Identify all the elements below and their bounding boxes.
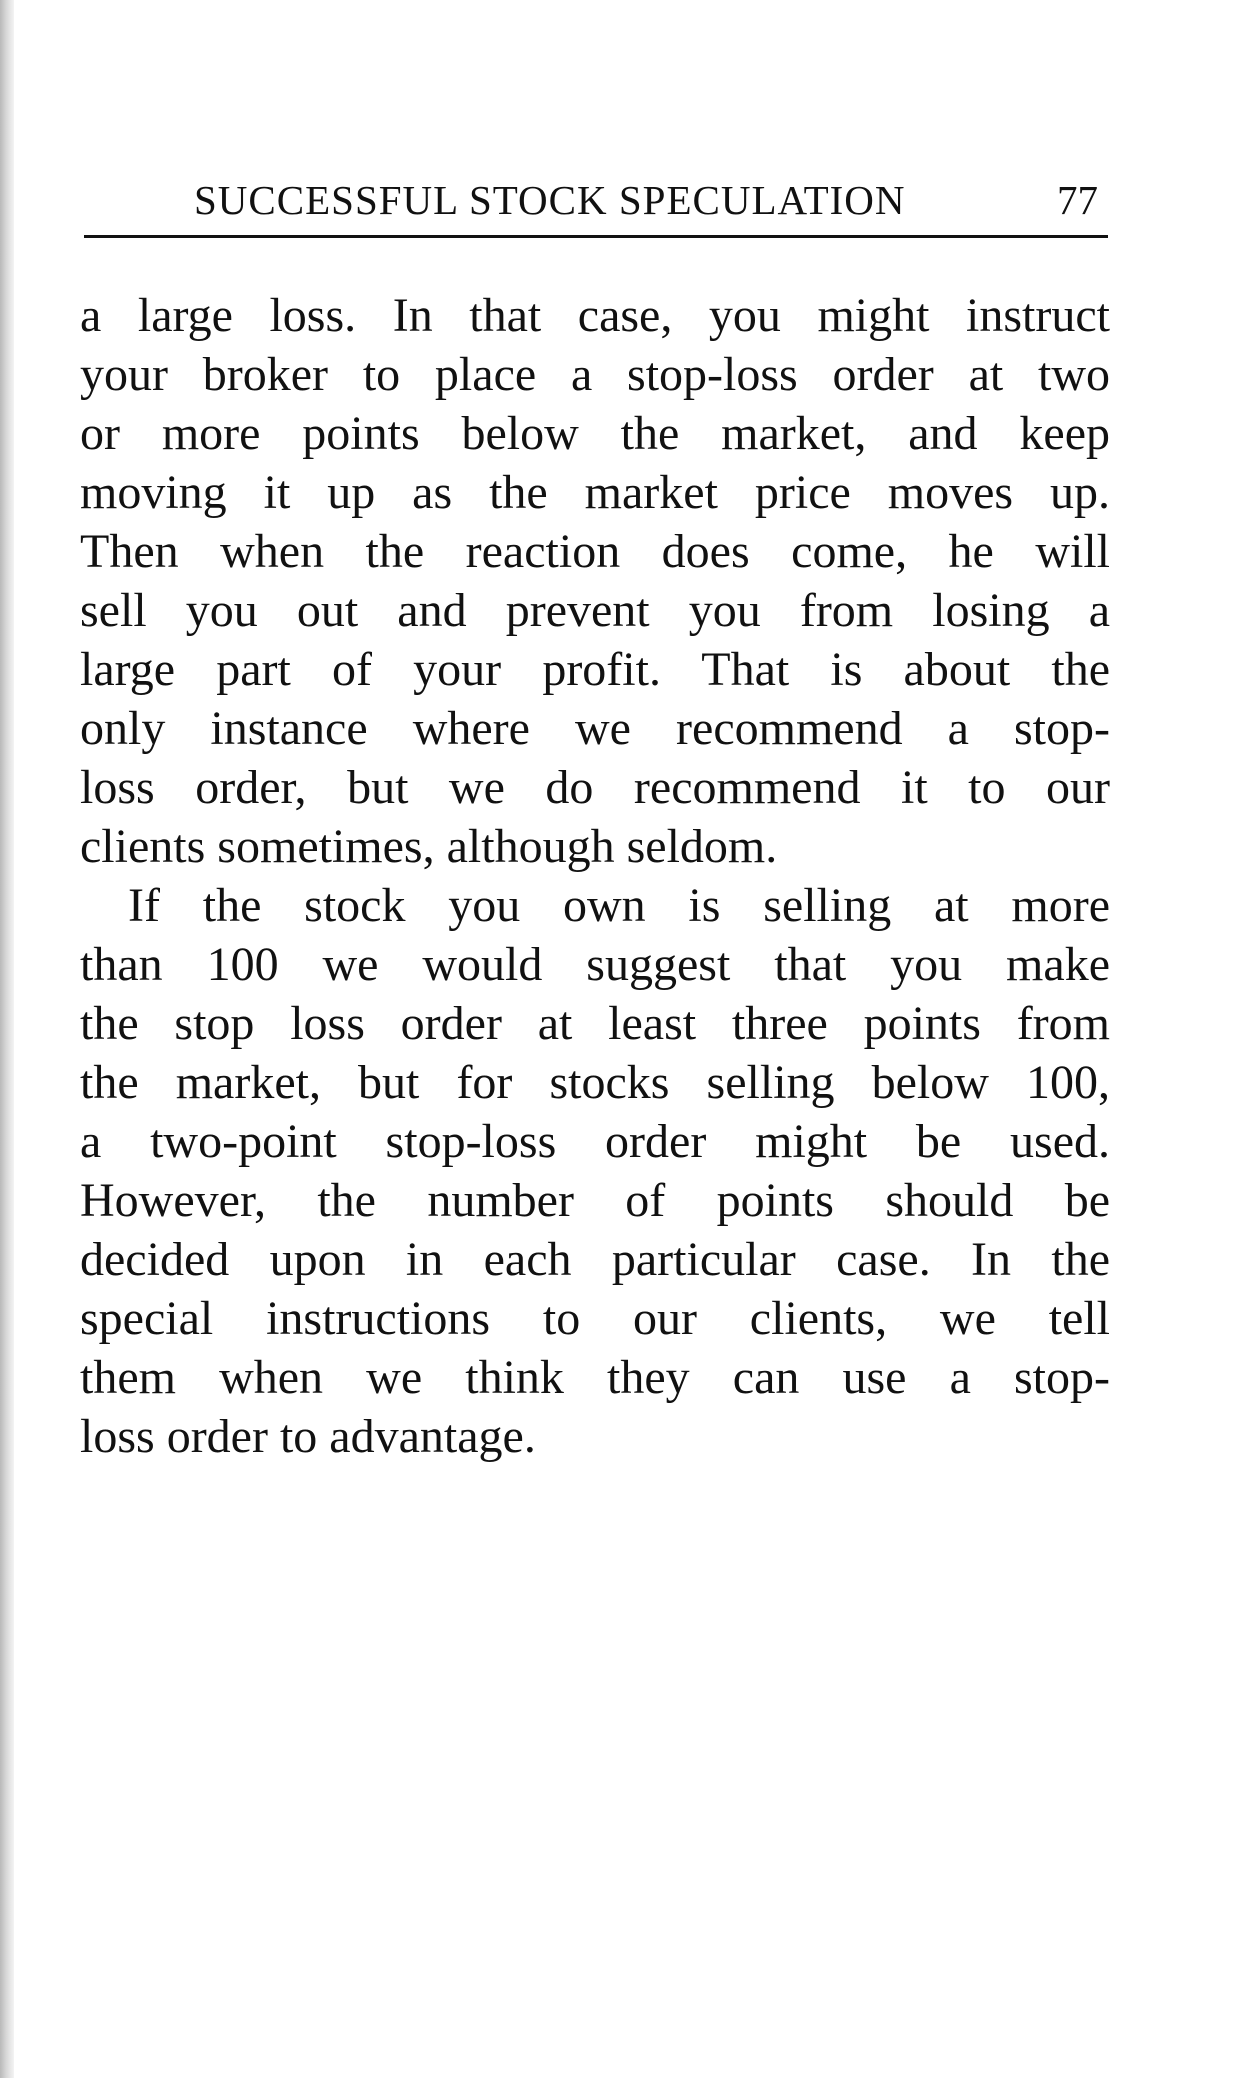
text-line: If the stock you own is selling at more bbox=[128, 879, 1110, 932]
text-line: clients sometimes, although seldom. bbox=[80, 820, 778, 873]
paragraph-2 bbox=[80, 876, 1110, 1466]
text-line: However, the number of points should be bbox=[80, 1174, 1110, 1227]
text-line: a two-point stop-loss order might be used. bbox=[80, 1115, 1110, 1168]
page-number: 77 bbox=[1057, 177, 1098, 223]
text-line: your broker to place a stop-loss order at two bbox=[80, 348, 1110, 401]
text-line: sell you out and prevent you from losing a bbox=[80, 584, 1110, 637]
running-head-title: SUCCESSFUL STOCK SPECULATION bbox=[194, 177, 906, 223]
text-line: only instance where we recommend a stop- bbox=[80, 702, 1110, 755]
text-line: a large loss. In that case, you might instruct bbox=[80, 289, 1110, 342]
scanned-page-edge bbox=[0, 0, 14, 2078]
text-line: decided upon in each particular case. In the bbox=[80, 1233, 1110, 1286]
text-line: than 100 we would suggest that you make bbox=[80, 938, 1110, 991]
paragraph-1 bbox=[80, 286, 1110, 876]
text-line: Then when the reaction does come, he will bbox=[80, 525, 1110, 578]
text-line: special instructions to our clients, we tell bbox=[80, 1292, 1110, 1345]
text-line: the stop loss order at least three points from bbox=[80, 997, 1110, 1050]
text-line: the market, but for stocks selling below 100, bbox=[80, 1056, 1110, 1109]
body-text bbox=[80, 286, 1110, 1466]
running-head bbox=[84, 170, 1108, 230]
text-line: large part of your profit. That is about the bbox=[80, 643, 1110, 696]
text-line: loss order to advantage. bbox=[80, 1410, 536, 1463]
header-rule bbox=[84, 235, 1108, 238]
text-line: or more points below the market, and keep bbox=[80, 407, 1110, 460]
text-line: them when we think they can use a stop- bbox=[80, 1351, 1110, 1404]
text-line: moving it up as the market price moves up. bbox=[80, 466, 1110, 519]
text-line: loss order, but we do recommend it to our bbox=[80, 761, 1110, 814]
